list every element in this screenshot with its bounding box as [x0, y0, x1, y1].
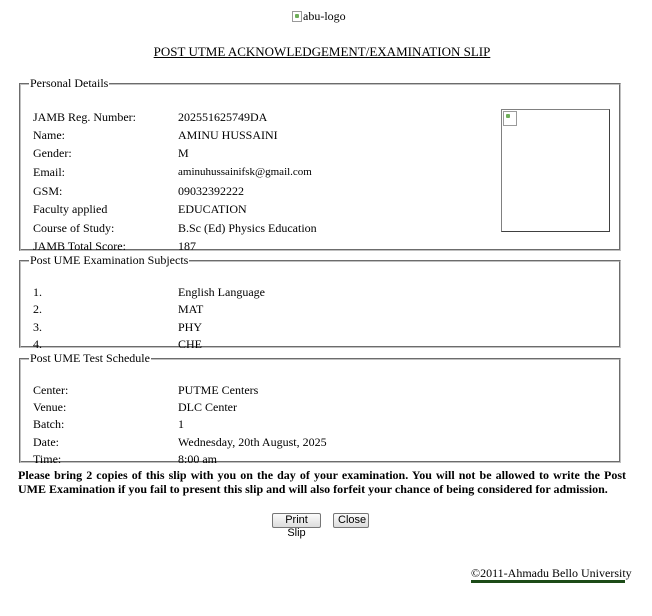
passport-photo [501, 109, 610, 232]
subject-number: 2. [33, 302, 42, 316]
subject-name: MAT [178, 302, 204, 316]
university-logo [292, 9, 346, 24]
time-value: 8:00 am [178, 452, 217, 466]
date-label: Date: [33, 435, 59, 449]
jamb-score-label: JAMB Total Score: [33, 239, 126, 253]
subject-row [21, 284, 619, 300]
subject-number: 3. [33, 320, 42, 334]
exam-subjects-legend: Post UME Examination Subjects [30, 253, 189, 267]
center-row [21, 382, 619, 398]
subject-number: 4. [33, 337, 42, 351]
venue-label: Venue: [33, 400, 67, 414]
date-row [21, 434, 619, 450]
jamb-reg-label: JAMB Reg. Number: [33, 110, 136, 124]
email-value: aminuhussainifsk@gmail.com [178, 166, 312, 178]
gender-value: M [178, 146, 189, 160]
close-button[interactable]: Close [333, 513, 369, 528]
batch-value: 1 [178, 417, 184, 431]
faculty-value: EDUCATION [178, 202, 247, 216]
jamb-score-value: 187 [178, 239, 196, 253]
broken-image-icon [292, 11, 302, 22]
subject-number: 1. [33, 285, 42, 299]
exam-notice: Please bring 2 copies of this slip with you on the day of your examination. You will not be allowed to write the Post UME Examination if you fail to present this slip and will also forfeit your chance of being considered for admission. [18, 468, 626, 496]
course-label: Course of Study: [33, 221, 115, 235]
subject-name: English Language [178, 285, 265, 299]
faculty-label: Faculty applied [33, 202, 108, 216]
test-schedule-legend: Post UME Test Schedule [30, 351, 150, 365]
time-label: Time: [33, 452, 62, 466]
broken-image-icon [503, 111, 517, 126]
time-row [21, 451, 619, 467]
center-value: PUTME Centers [178, 383, 259, 397]
gsm-value: 09032392222 [178, 184, 244, 198]
center-label: Center: [33, 383, 69, 397]
personal-details-section [19, 77, 621, 251]
subject-row [21, 301, 619, 317]
name-value: AMINU HUSSAINI [178, 128, 278, 142]
date-value: Wednesday, 20th August, 2025 [178, 435, 327, 449]
venue-value: DLC Center [178, 400, 237, 414]
jamb-score-row [21, 238, 619, 254]
jamb-reg-value: 202551625749DA [178, 110, 268, 124]
test-schedule-section [19, 351, 621, 466]
name-label: Name: [33, 128, 65, 142]
personal-details-legend: Personal Details [30, 76, 109, 90]
subject-name: CHE [178, 337, 202, 351]
copyright-footer: ©2011-Ahmadu Bello University [471, 567, 625, 583]
exam-subjects-section [19, 253, 621, 351]
gender-label: Gender: [33, 146, 72, 160]
print-slip-button[interactable]: Print Slip [272, 513, 321, 528]
logo-alt-text: abu-logo [303, 9, 346, 23]
page-title: POST UTME ACKNOWLEDGEMENT/EXAMINATION SLIP [153, 44, 491, 59]
email-label: Email: [33, 165, 65, 179]
venue-row [21, 399, 619, 415]
batch-label: Batch: [33, 417, 65, 431]
batch-row [21, 416, 619, 432]
course-value: B.Sc (Ed) Physics Education [178, 221, 317, 235]
subject-row [21, 319, 619, 335]
subject-row [21, 336, 619, 352]
subject-name: PHY [178, 320, 203, 334]
gsm-label: GSM: [33, 184, 63, 198]
